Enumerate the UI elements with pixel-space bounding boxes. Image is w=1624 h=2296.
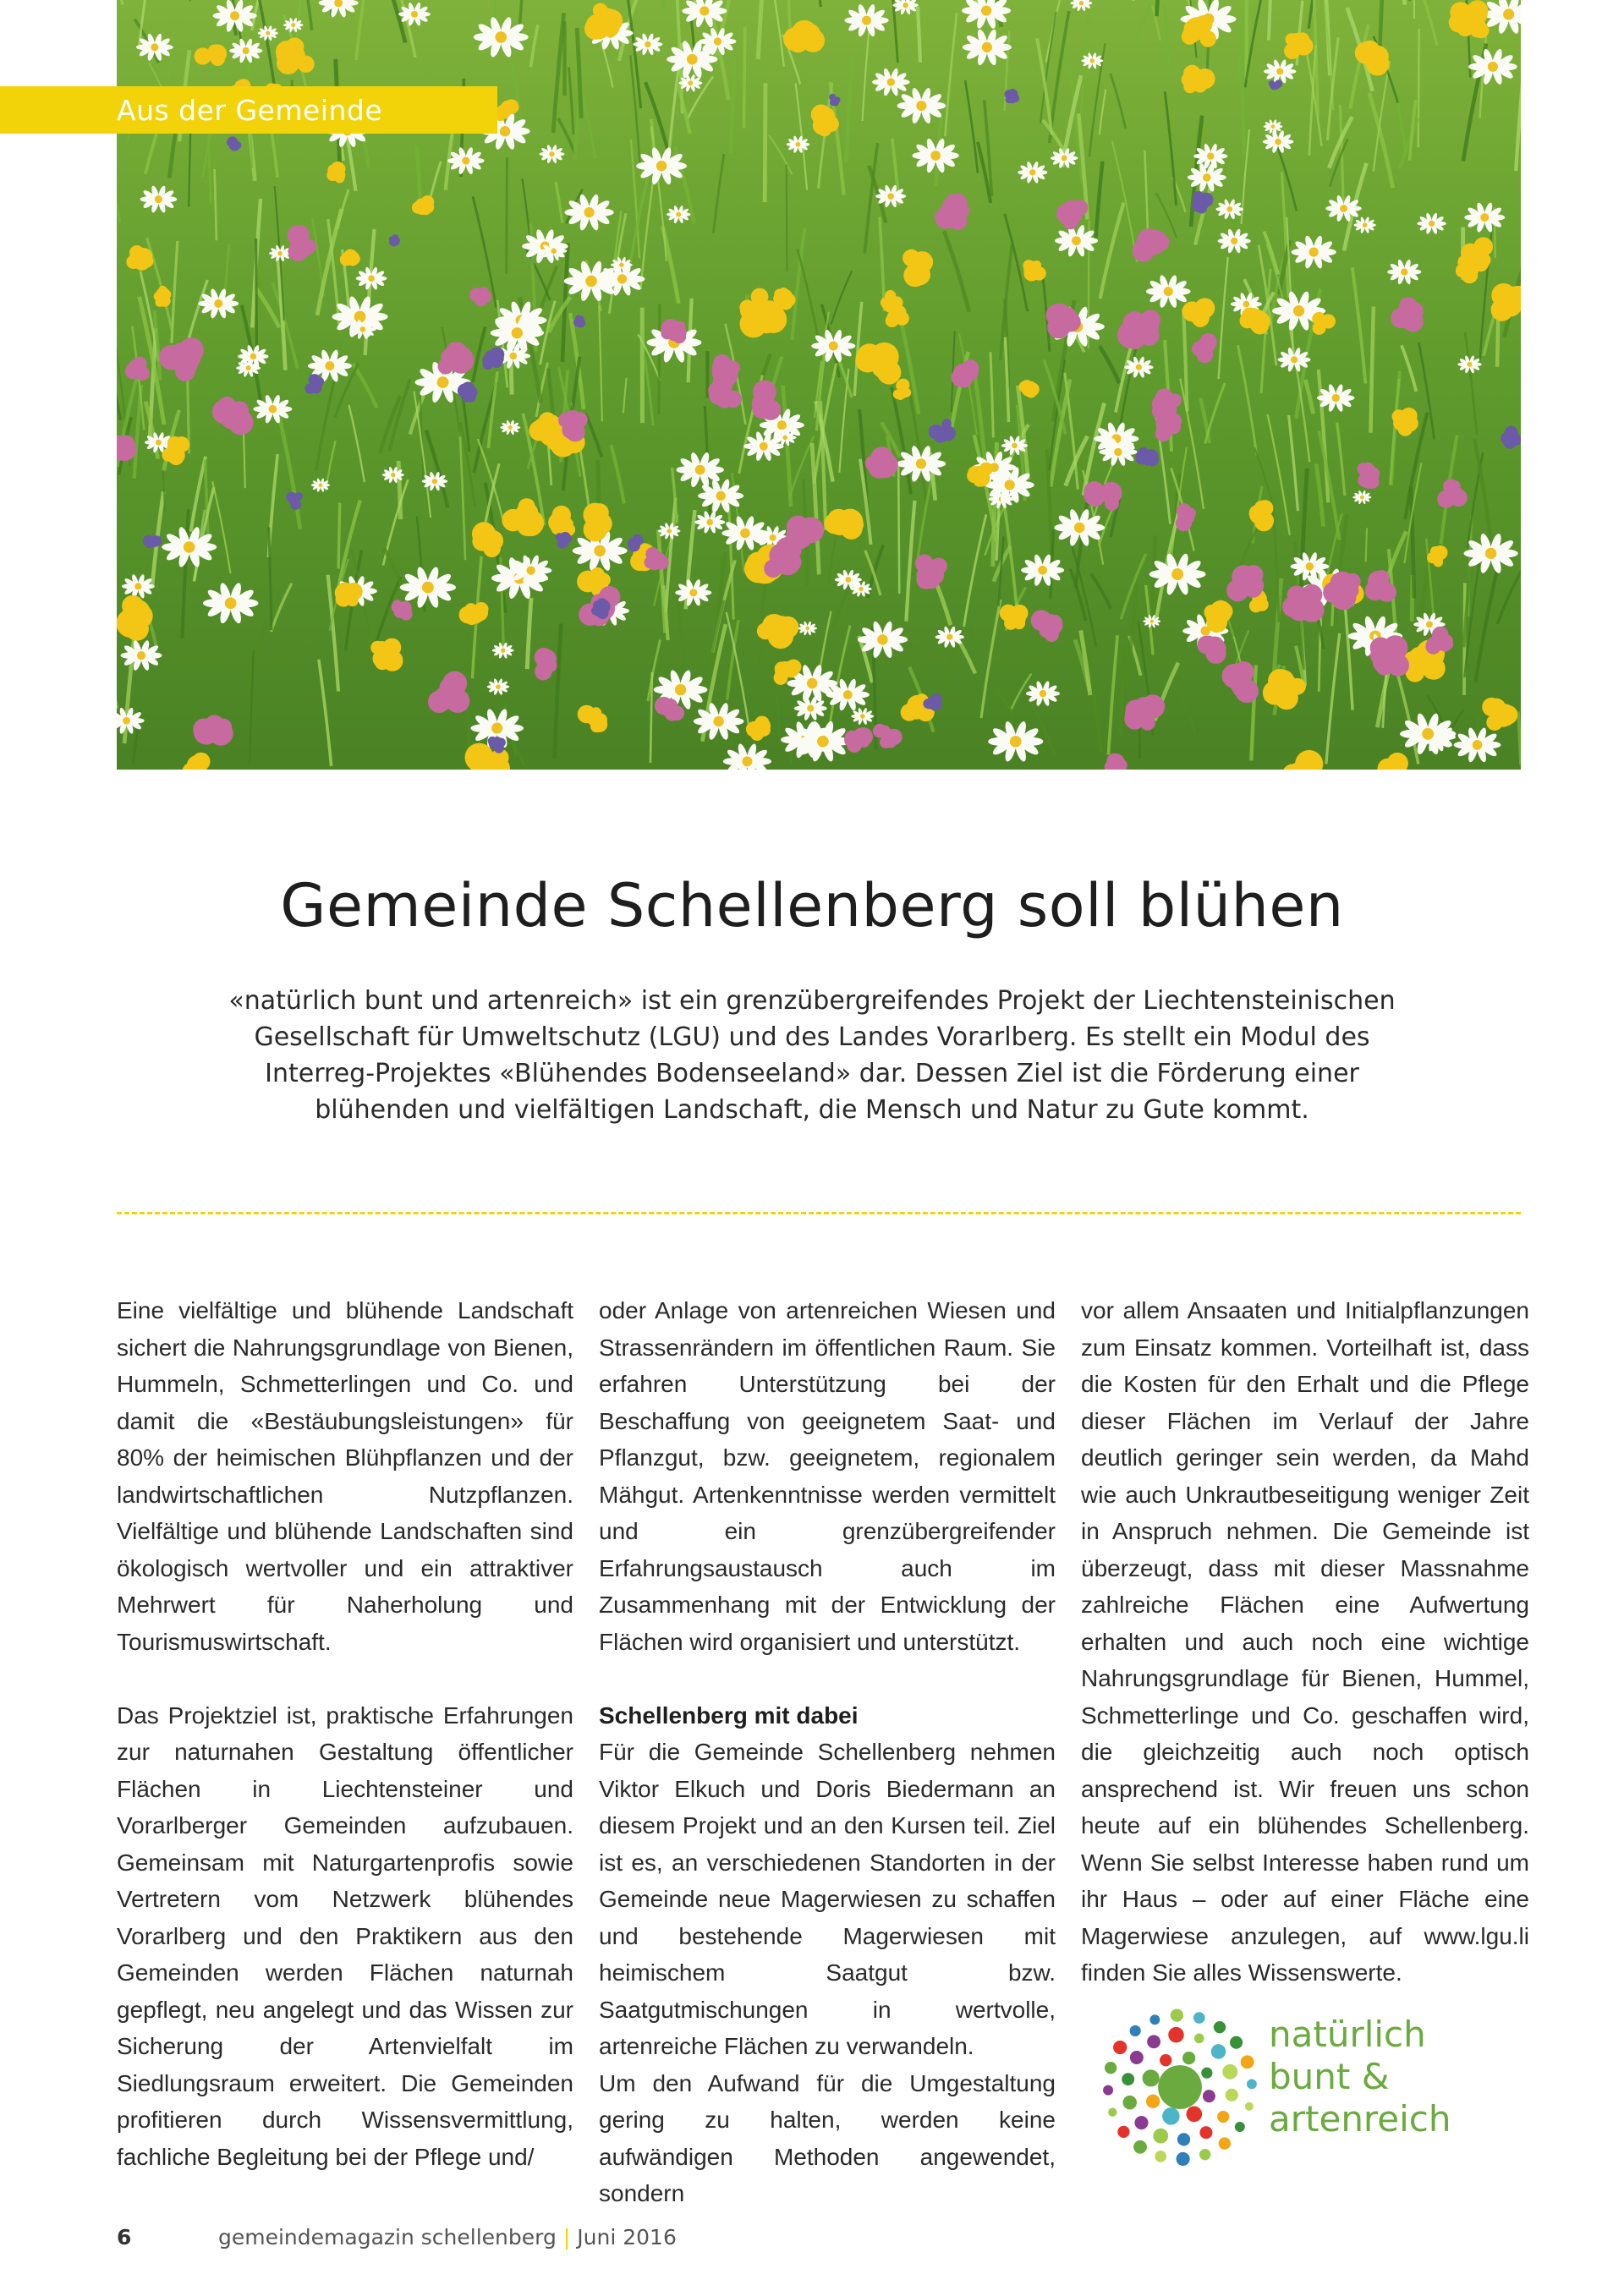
logo-dot <box>1134 2116 1148 2129</box>
body-column-2 <box>599 1292 1056 2212</box>
section-tag <box>0 86 497 134</box>
logo-dot <box>1162 2107 1180 2125</box>
paragraph: oder Anlage von artenreichen Wiesen und Strassenrändern im öffentlichen Raum. Sie erfahren Unterstützung bei der Beschaffung von geeignetem Saat- und Pflanzgut, bzw. geeignetem, regionalem Mähgut. Artenkenntnisse werden vermittelt und ein grenzübergreifender Erfahrungsaustausch auch im Zusammenhang mit der Entwicklung der Flächen wird organisiert und unterstützt. <box>599 1297 1056 1655</box>
logo-dot <box>1105 2062 1116 2074</box>
body-column-1 <box>117 1292 573 2175</box>
logo-dot <box>1199 2126 1212 2139</box>
logo-dot <box>1113 2041 1127 2054</box>
logo-dot <box>1241 2055 1254 2069</box>
logo-dot <box>1186 2107 1202 2123</box>
paragraph: vor allem Ansaaten und Initialpflanzungen zum Einsatz kommen. Vorteilhaft ist, dass die Kosten für den Erhalt und die Pflege dieser Flächen im Verlauf der Jahre deutlich geringer sein werden, da Mahd wie auch Unkrautbeseitigung weniger Zeit in Anspruch nehmen. Die Gemeinde ist überzeugt, dass mit dieser Massnahme zahlreiche Flächen eine Aufwertung erhalten und auch noch eine wichtige Nahrungsgrundlage für Bienen, Hummel, Schmetterlinge und Co. geschaffen wird, die gleichzeitig auch noch optisch ansprechend ist. Wir freuen uns schon heute auf ein blühendes Schellenberg. Wenn Sie selbst Interesse haben rund um ihr Haus – oder auf einer Fläche eine Magerwiese anzulegen, auf www.lgu.li finden Sie alles Wissenswerte. <box>1081 1297 1529 1986</box>
logo-dot <box>1171 2008 1183 2021</box>
body-column-3 <box>1081 1292 1529 1992</box>
page-number: 6 <box>117 2225 132 2249</box>
logo-dot <box>1245 2102 1254 2111</box>
logo-dot <box>1147 2035 1160 2048</box>
logo-line: artenreich <box>1269 2098 1451 2140</box>
dashed-divider <box>117 1212 1521 1214</box>
logo-dot <box>1219 2137 1231 2149</box>
paragraph: Für die Gemeinde Schellenberg nehmen Viktor Elkuch und Doris Biedermann an diesem Projekt und an den Kursen teil. Ziel ist es, an verschiedenen Standorten in der Gemeinde neue Magerwiesen zu schaffen und bestehende Magerwiesen mit heimischem Saatgut bzw. Saatgutmischungen in wertvolle, artenreiche Flächen zu verwandeln. <box>599 1739 1056 2059</box>
clover-flower <box>193 715 233 745</box>
section-tag-label: Aus der Gemeinde <box>117 94 383 127</box>
paragraph: Eine vielfältige und blühende Landschaft sichert die Nahrungsgrundlage von Bienen, Hummeln, Schmetterlingen und Co. und damit die «Bestäubungsleistungen» für 80% der heimischen Blühpflanzen und der landwirtschaftlichen Nutzpflanzen. Vielfältige und blühende Landschaften sind ökologisch wertvoller und ein attraktiver Mehrwert für Naherholung und Tourismuswirtschaft. <box>117 1297 573 1655</box>
grass-blade <box>507 157 508 273</box>
logo-dot <box>1153 2129 1168 2144</box>
footer-separator: | <box>562 2225 571 2249</box>
logo-dot <box>1133 2140 1147 2154</box>
logo-dot <box>1149 2014 1160 2025</box>
grass-blade <box>898 463 899 593</box>
grass-blade <box>1418 29 1419 147</box>
logo-line: natürlich <box>1269 2014 1426 2055</box>
logo-dot-circle-icon <box>1100 1998 1260 2176</box>
logo-dot <box>1214 2021 1226 2033</box>
logo-dot <box>1103 2085 1113 2096</box>
logo-wordmark <box>1269 2014 1451 2140</box>
lead-line: Gesellschaft für Umweltschutz (LGU) und des Landes Vorarlberg. Es stellt ein Modul des <box>254 1022 1370 1052</box>
subheading: Schellenberg mit dabei <box>599 1701 859 1729</box>
logo-dot <box>1122 2073 1134 2085</box>
grass-blade <box>743 27 744 129</box>
logo-dot <box>1168 2027 1183 2042</box>
paragraph: Um den Aufwand für die Umgestaltung gering zu halten, werden keine aufwändigen Methoden angewendet, sondern <box>599 2069 1056 2206</box>
logo-dot <box>1194 2033 1204 2043</box>
logo-dot <box>1211 2044 1226 2058</box>
logo-dot <box>1203 2090 1215 2102</box>
logo-dot <box>1235 2122 1245 2132</box>
logo-dot <box>1226 2089 1238 2101</box>
grass-blade <box>659 304 660 414</box>
logo-dot <box>1177 2152 1190 2166</box>
logo-dot <box>1193 2012 1205 2024</box>
lead-line: Interreg-Projektes «Blühendes Bodenseeland» dar. Dessen Ziel ist die Förderung einer <box>265 1059 1359 1088</box>
logo-dot <box>1222 2064 1237 2080</box>
logo-dot <box>1117 2126 1129 2138</box>
logo-dot <box>1247 2079 1257 2089</box>
page-footer <box>117 2225 677 2249</box>
logo-dot <box>1155 2151 1166 2162</box>
logo-dot <box>1130 2051 1144 2064</box>
logo-dot <box>1199 2149 1210 2160</box>
logo-dot <box>1217 2111 1229 2123</box>
logo-dot <box>1146 2095 1160 2108</box>
logo-dot <box>1143 2069 1160 2086</box>
lead-line: «natürlich bunt und artenreich» ist ein grenzübergreifendes Projekt der Liechtensteinischen <box>228 986 1396 1016</box>
natuerlich-bunt-logo <box>1100 1998 1480 2176</box>
magazine-name: gemeindemagazin schellenberg <box>218 2225 557 2249</box>
article-title: Gemeinde Schellenberg soll blühen <box>280 871 1344 940</box>
grass-blade <box>1366 528 1367 562</box>
paragraph: Das Projektziel ist, praktische Erfahrungen zur naturnahen Gestaltung öffentlicher Flächen in Liechtensteiner und Vorarlberger Gemeinden aufzubauen. Gemeinsam mit Naturgartenprofis sowie Vertretern vom Netzwerk blühendes Vorarlberg und den Praktikern aus den Gemeinden werden Flächen naturnah gepflegt, neu angelegt und das Wissen zur Sicherung der Artenvielfalt im Siedlungsraum erweitert. Die Gemeinden profitieren durch Wissensvermittlung, fachliche Begleitung bei der Pflege und/ <box>117 1701 573 2170</box>
article-lead <box>195 983 1429 1128</box>
logo-dot <box>1160 2054 1171 2066</box>
logo-dot <box>1122 2096 1137 2110</box>
logo-dot <box>1182 2052 1195 2064</box>
lead-line: blühenden und vielfältigen Landschaft, die Mensch und Natur zu Gute kommt. <box>315 1095 1309 1125</box>
logo-dot <box>1201 2068 1212 2079</box>
logo-dot <box>1108 2108 1116 2117</box>
logo-dot <box>1130 2025 1141 2036</box>
logo-dot <box>1177 2133 1190 2145</box>
grass-blade <box>338 503 340 569</box>
logo-dot <box>1158 2065 1202 2109</box>
logo-dot <box>1230 2036 1243 2049</box>
clover-flower <box>1282 584 1325 622</box>
logo-line: bunt & <box>1269 2056 1390 2097</box>
issue-date: Juni 2016 <box>577 2225 677 2249</box>
